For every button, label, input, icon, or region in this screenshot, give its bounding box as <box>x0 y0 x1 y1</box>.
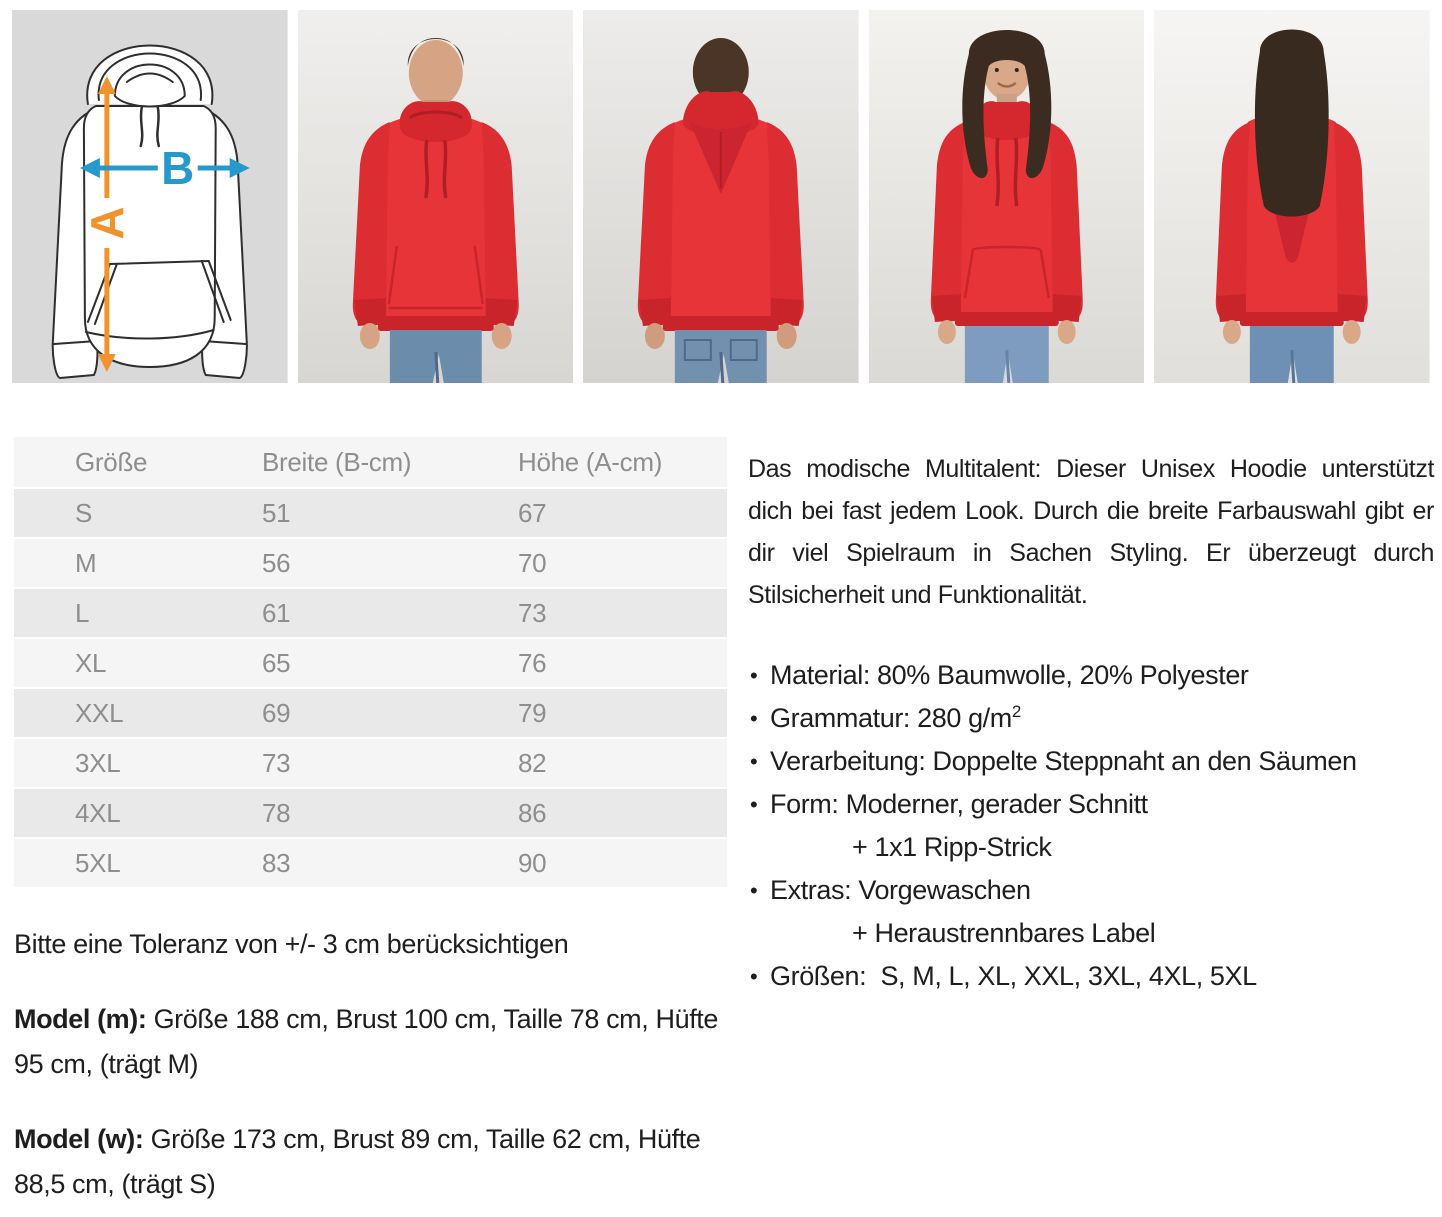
feature-form: • Form: Moderner, gerader Schnitt + 1x1 Ripp-Strick <box>748 783 1434 869</box>
model-m-text: Größe 188 cm, Brust 100 cm, Taille 78 cm, Hüfte 95 cm, (trägt M) <box>14 1004 719 1079</box>
feature-extras-extra: + Heraustrennbares Label <box>852 918 1156 948</box>
tolerance-note: Bitte eine Toleranz von +/- 3 cm berücksichtigen <box>14 929 569 959</box>
col-header-groesse: Größe <box>75 446 148 477</box>
bullet-icon: • <box>750 878 758 903</box>
bullet-icon: • <box>750 663 758 688</box>
hood-collar <box>974 101 1038 140</box>
feature-list <box>748 654 1434 998</box>
table-row: M 56 70 <box>14 537 727 587</box>
table-row: 3XL 73 82 <box>14 737 727 787</box>
hood-collar <box>399 101 471 142</box>
product-intro: Das modische Multitalent: Dieser Unisex Hoodie unterstützt dich bei fast jedem Look. Durch die breite Farbauswahl gibt er dir viel Spielraum in Sachen Styling. Er überzeugt durch Stilsicherheit und Funktionalität. <box>748 455 1434 609</box>
bullet-icon: • <box>750 964 758 989</box>
col-header-hoehe: Höhe (A-cm) <box>518 446 663 477</box>
bullet-icon: • <box>750 792 758 817</box>
table-row: 4XL 78 86 <box>14 787 727 837</box>
drawstring <box>444 140 445 198</box>
table-row: XL 65 76 <box>14 637 727 687</box>
bullet-icon: • <box>750 749 758 774</box>
feature-grammatur: • Grammatur: 280 $g/m^2$ <box>748 697 1434 740</box>
table-row: L 61 73 <box>14 587 727 637</box>
hoodie-torso <box>376 115 494 330</box>
table-row: XXL 69 79 <box>14 687 727 737</box>
col-header-breite: Breite (B-cm) <box>262 446 412 477</box>
drawstring <box>1015 138 1016 206</box>
photo-man-front <box>298 10 574 383</box>
drawstring <box>425 140 426 198</box>
feature-form-extra: + 1x1 Ripp-Strick <box>852 832 1052 862</box>
model-w-note <box>14 1117 727 1207</box>
superscript: 2 <box>1011 702 1021 721</box>
feature-extras: • Extras: Vorgewaschen + Heraustrennbares Label <box>748 869 1434 955</box>
hoodie-measurement-diagram <box>12 10 288 383</box>
table-row: 5XL 83 90 <box>14 837 727 887</box>
size-chart-column <box>14 437 727 1207</box>
label-a: A <box>80 206 133 240</box>
feature-groessen: • Größen: S, M, L, XL, XXL, 3XL, 4XL, 5XL <box>748 955 1434 998</box>
drawstring <box>997 138 998 206</box>
model-m-note <box>14 997 727 1087</box>
product-details <box>0 437 1442 1207</box>
size-table <box>14 437 727 887</box>
hair <box>1255 30 1329 217</box>
photo-woman-front <box>869 10 1145 383</box>
model-w-text: Größe 173 cm, Brust 89 cm, Taille 62 cm, Hüfte 88,5 cm, (trägt S) <box>14 1124 701 1199</box>
feature-material: • Material: 80% Baumwolle, 20% Polyester <box>748 654 1434 697</box>
label-b: B <box>161 141 195 195</box>
description-column <box>748 437 1434 1207</box>
feature-verarbeitung: • Verarbeitung: Doppelte Steppnaht an den Säumen <box>748 740 1434 783</box>
table-row: S 51 67 <box>14 487 727 537</box>
model-w-label: Model (w): <box>14 1124 144 1154</box>
photo-woman-back <box>1154 10 1430 383</box>
photo-man-back <box>583 10 859 383</box>
bullet-icon: • <box>750 706 758 731</box>
model-m-label: Model (m): <box>14 1004 147 1034</box>
product-image-gallery <box>0 0 1442 383</box>
size-table-header <box>14 437 727 487</box>
